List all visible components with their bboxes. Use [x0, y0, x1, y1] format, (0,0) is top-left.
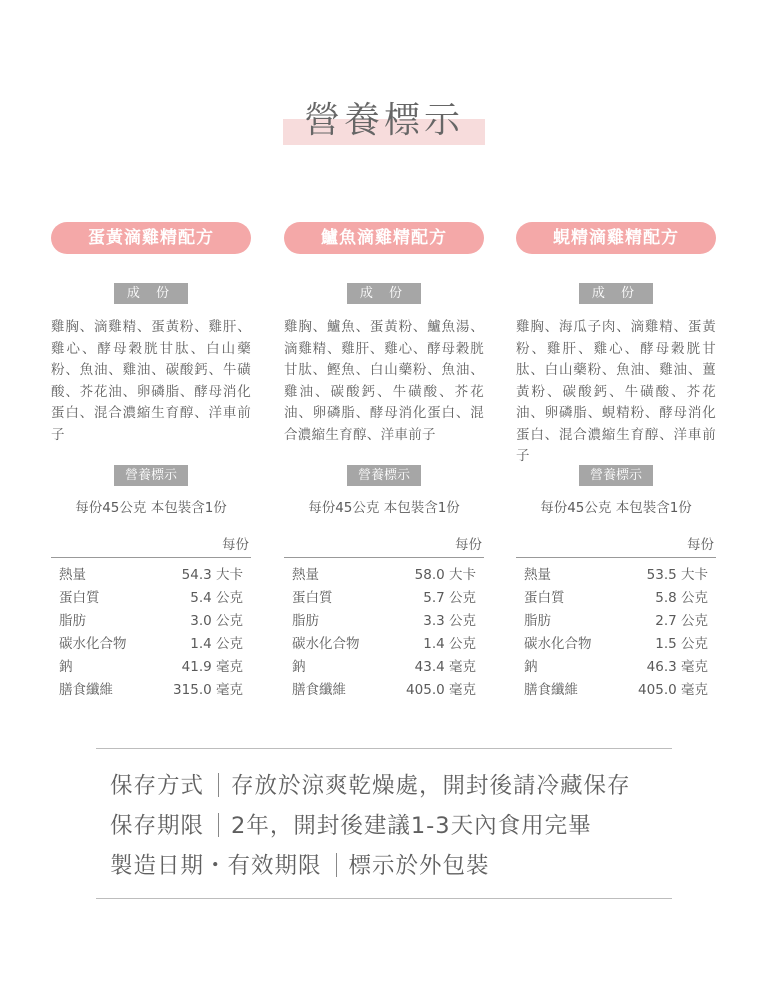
serving-info: 每份45公克 本包裝含1份	[75, 500, 227, 516]
nutrient-value: 5.7 公克	[423, 590, 476, 606]
nutrition-table	[51, 564, 251, 702]
table-row	[284, 587, 484, 610]
formula-title: 鱸魚滴雞精配方	[284, 222, 484, 254]
nutrition-tag: 營養標示	[114, 465, 188, 486]
nutrient-value: 405.0 毫克	[406, 682, 476, 698]
formula-column-clam	[516, 222, 716, 702]
nutrient-value: 405.0 毫克	[638, 682, 708, 698]
table-row	[516, 587, 716, 610]
top-divider	[96, 748, 672, 749]
info-separator	[336, 853, 337, 877]
ingredients-text: 雞胸、鱸魚、蛋黃粉、鱸魚湯、滴雞精、雞肝、雞心、酵母穀胱甘肽、鰹魚、白山藥粉、魚油、雞油、碳酸鈣、牛磺酸、芥花油、卵磷脂、酵母消化蛋白、混合濃縮生育醇、洋車前子	[284, 319, 484, 443]
table-row	[51, 610, 251, 633]
nutrient-name: 脂肪	[524, 613, 551, 629]
nutrient-name: 碳水化合物	[524, 636, 592, 652]
bottom-divider	[96, 898, 672, 899]
ingredients-tag: 成 份	[347, 283, 421, 304]
page-title: 營養標示	[303, 100, 464, 141]
formula-title: 蛋黃滴雞精配方	[51, 222, 251, 254]
nutrition-tag: 營養標示	[579, 465, 653, 486]
table-row	[516, 633, 716, 656]
ingredients-text: 雞胸、海瓜子肉、滴雞精、蛋黃粉、雞肝、雞心、酵母穀胱甘肽、白山藥粉、魚油、雞油、薑黃粉、碳酸鈣、牛磺酸、芥花油、卵磷脂、蜆精粉、酵母消化蛋白、混合濃縮生育醇、洋車前子	[516, 319, 716, 464]
info-separator	[218, 813, 219, 837]
table-row	[284, 679, 484, 702]
table-row	[516, 564, 716, 587]
ingredients-tag: 成 份	[114, 283, 188, 304]
nutrient-name: 脂肪	[59, 613, 86, 629]
serving-info: 每份45公克 本包裝含1份	[540, 500, 692, 516]
nutrition-table	[516, 564, 716, 702]
nutrient-value: 2.7 公克	[655, 613, 708, 629]
nutrient-name: 脂肪	[292, 613, 319, 629]
info-value: 標示於外包裝	[348, 853, 490, 879]
info-label: 保存方式	[110, 773, 205, 799]
nutrient-value: 1.5 公克	[655, 636, 708, 652]
formula-title: 蜆精滴雞精配方	[516, 222, 716, 254]
nutrient-name: 鈉	[59, 659, 73, 675]
per-serving-header: 每份	[284, 534, 484, 558]
info-separator	[218, 773, 219, 797]
per-serving-header: 每份	[51, 534, 251, 558]
storage-method-line	[110, 768, 631, 800]
nutrient-value: 46.3 毫克	[646, 659, 708, 675]
nutrient-name: 鈉	[292, 659, 306, 675]
shelf-life-line	[110, 808, 592, 840]
nutrient-name: 熱量	[59, 567, 86, 583]
formula-column-sea-bass	[284, 222, 484, 702]
serving-info: 每份45公克 本包裝含1份	[308, 500, 460, 516]
table-row	[51, 587, 251, 610]
table-row	[284, 633, 484, 656]
table-row	[516, 679, 716, 702]
nutrient-value: 43.4 毫克	[414, 659, 476, 675]
table-row	[51, 564, 251, 587]
nutrient-value: 5.4 公克	[190, 590, 243, 606]
nutrient-name: 熱量	[292, 567, 319, 583]
info-label: 保存期限	[110, 813, 205, 839]
nutrient-value: 5.8 公克	[655, 590, 708, 606]
nutrient-value: 315.0 毫克	[173, 682, 243, 698]
nutrition-tag: 營養標示	[347, 465, 421, 486]
table-row	[284, 656, 484, 679]
nutrient-name: 蛋白質	[292, 590, 333, 606]
info-label: 製造日期・有效期限	[110, 853, 322, 879]
table-row	[516, 610, 716, 633]
nutrient-name: 膳食纖維	[524, 682, 578, 698]
nutrient-name: 蛋白質	[59, 590, 100, 606]
table-row	[284, 610, 484, 633]
nutrient-value: 41.9 毫克	[181, 659, 243, 675]
nutrient-value: 1.4 公克	[423, 636, 476, 652]
nutrient-name: 碳水化合物	[59, 636, 127, 652]
per-serving-header: 每份	[516, 534, 716, 558]
ingredients-text: 雞胸、滴雞精、蛋黃粉、雞肝、雞心、酵母穀胱甘肽、白山藥粉、魚油、雞油、碳酸鈣、牛磺酸、芥花油、卵磷脂、酵母消化蛋白、混合濃縮生育醇、洋車前子	[51, 319, 251, 443]
table-row	[516, 656, 716, 679]
nutrient-name: 鈉	[524, 659, 538, 675]
table-row	[51, 656, 251, 679]
nutrient-value: 3.0 公克	[190, 613, 243, 629]
table-row	[51, 679, 251, 702]
nutrient-value: 54.3 大卡	[181, 567, 243, 583]
nutrient-value: 1.4 公克	[190, 636, 243, 652]
nutrient-name: 蛋白質	[524, 590, 565, 606]
nutrient-name: 膳食纖維	[292, 682, 346, 698]
nutrient-value: 53.5 大卡	[646, 567, 708, 583]
table-row	[51, 633, 251, 656]
ingredients-tag: 成 份	[579, 283, 653, 304]
nutrient-name: 膳食纖維	[59, 682, 113, 698]
nutrition-table	[284, 564, 484, 702]
manufacture-date-line	[110, 848, 490, 880]
table-row	[284, 564, 484, 587]
nutrient-name: 碳水化合物	[292, 636, 360, 652]
nutrient-name: 熱量	[524, 567, 551, 583]
info-value: 存放於涼爽乾燥處，開封後請冷藏保存	[231, 773, 631, 799]
nutrient-value: 3.3 公克	[423, 613, 476, 629]
info-value: 2年，開封後建議1-3天內食用完畢	[231, 813, 592, 839]
page-header	[0, 92, 768, 152]
nutrient-value: 58.0 大卡	[414, 567, 476, 583]
formula-column-egg-yolk	[51, 222, 251, 702]
